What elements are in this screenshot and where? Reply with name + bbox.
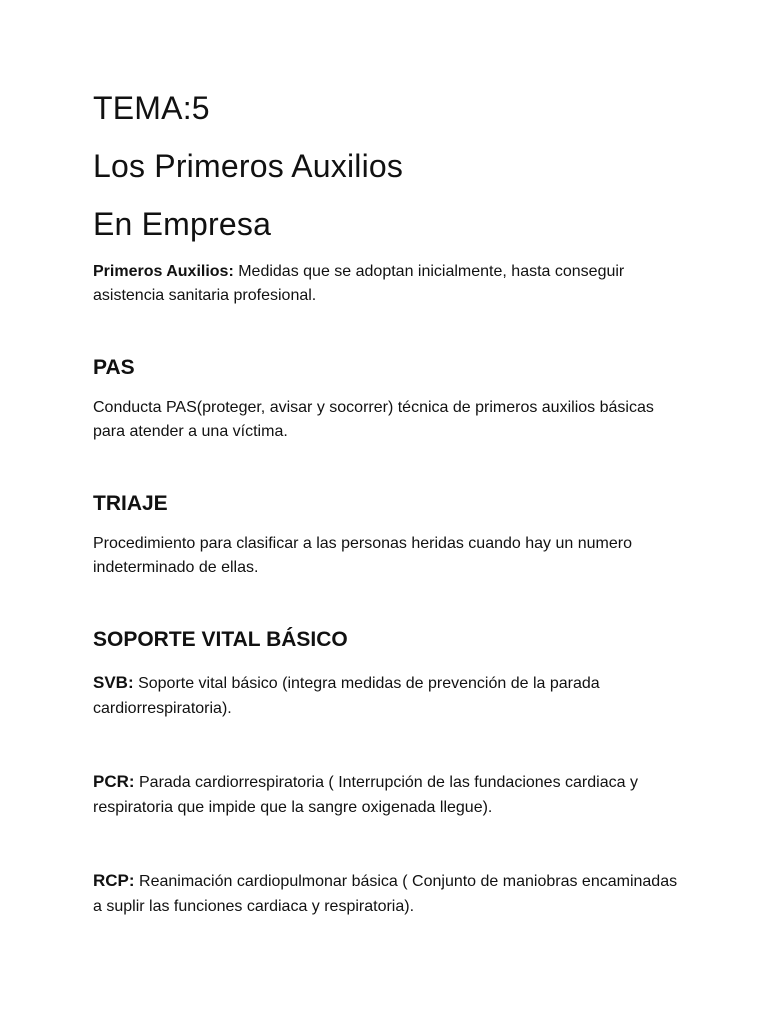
- intro-text: Medidas que se adoptan inicialmente, hasta conseguir asistencia sanitaria profesional.: [93, 263, 625, 304]
- definition-svb-text: Soporte vital básico (integra medidas de prevención de la parada cardiorrespiratoria).: [93, 675, 600, 717]
- section-heading-triaje: TRIAJE: [93, 492, 168, 515]
- document-title-line-2: Los Primeros Auxilios: [93, 148, 404, 184]
- section-text-triaje: Procedimiento para clasificar a las personas heridas cuando hay un numero indeterminado de ellas.: [93, 535, 632, 576]
- definition-svb-term: SVB:: [93, 673, 134, 692]
- definition-rcp: [93, 868, 683, 919]
- section-heading-pas: PAS: [93, 356, 135, 379]
- document-title-line-3: En Empresa: [93, 206, 272, 242]
- definition-rcp-term: RCP:: [93, 871, 135, 890]
- intro-paragraph: [93, 260, 683, 308]
- definition-pcr: [93, 769, 683, 820]
- definition-pcr-term: PCR:: [93, 772, 135, 791]
- section-heading-svb: SOPORTE VITAL BÁSICO: [93, 628, 348, 651]
- definition-rcp-text: Reanimación cardiopulmonar básica ( Conjunto de maniobras encaminadas a suplir las funciones cardiaca y respiratoria).: [93, 873, 678, 915]
- section-text-pas: Conducta PAS(proteger, avisar y socorrer) técnica de primeros auxilios básicas para atender a una víctima.: [93, 399, 654, 440]
- document-title-line-1: TEMA:5: [93, 90, 210, 126]
- definition-pcr-text: Parada cardiorrespiratoria ( Interrupción de las fundaciones cardiaca y respiratoria que impide que la sangre oxigenada llegue).: [93, 774, 638, 816]
- intro-term: Primeros Auxilios:: [93, 263, 234, 280]
- definition-svb: [93, 670, 683, 721]
